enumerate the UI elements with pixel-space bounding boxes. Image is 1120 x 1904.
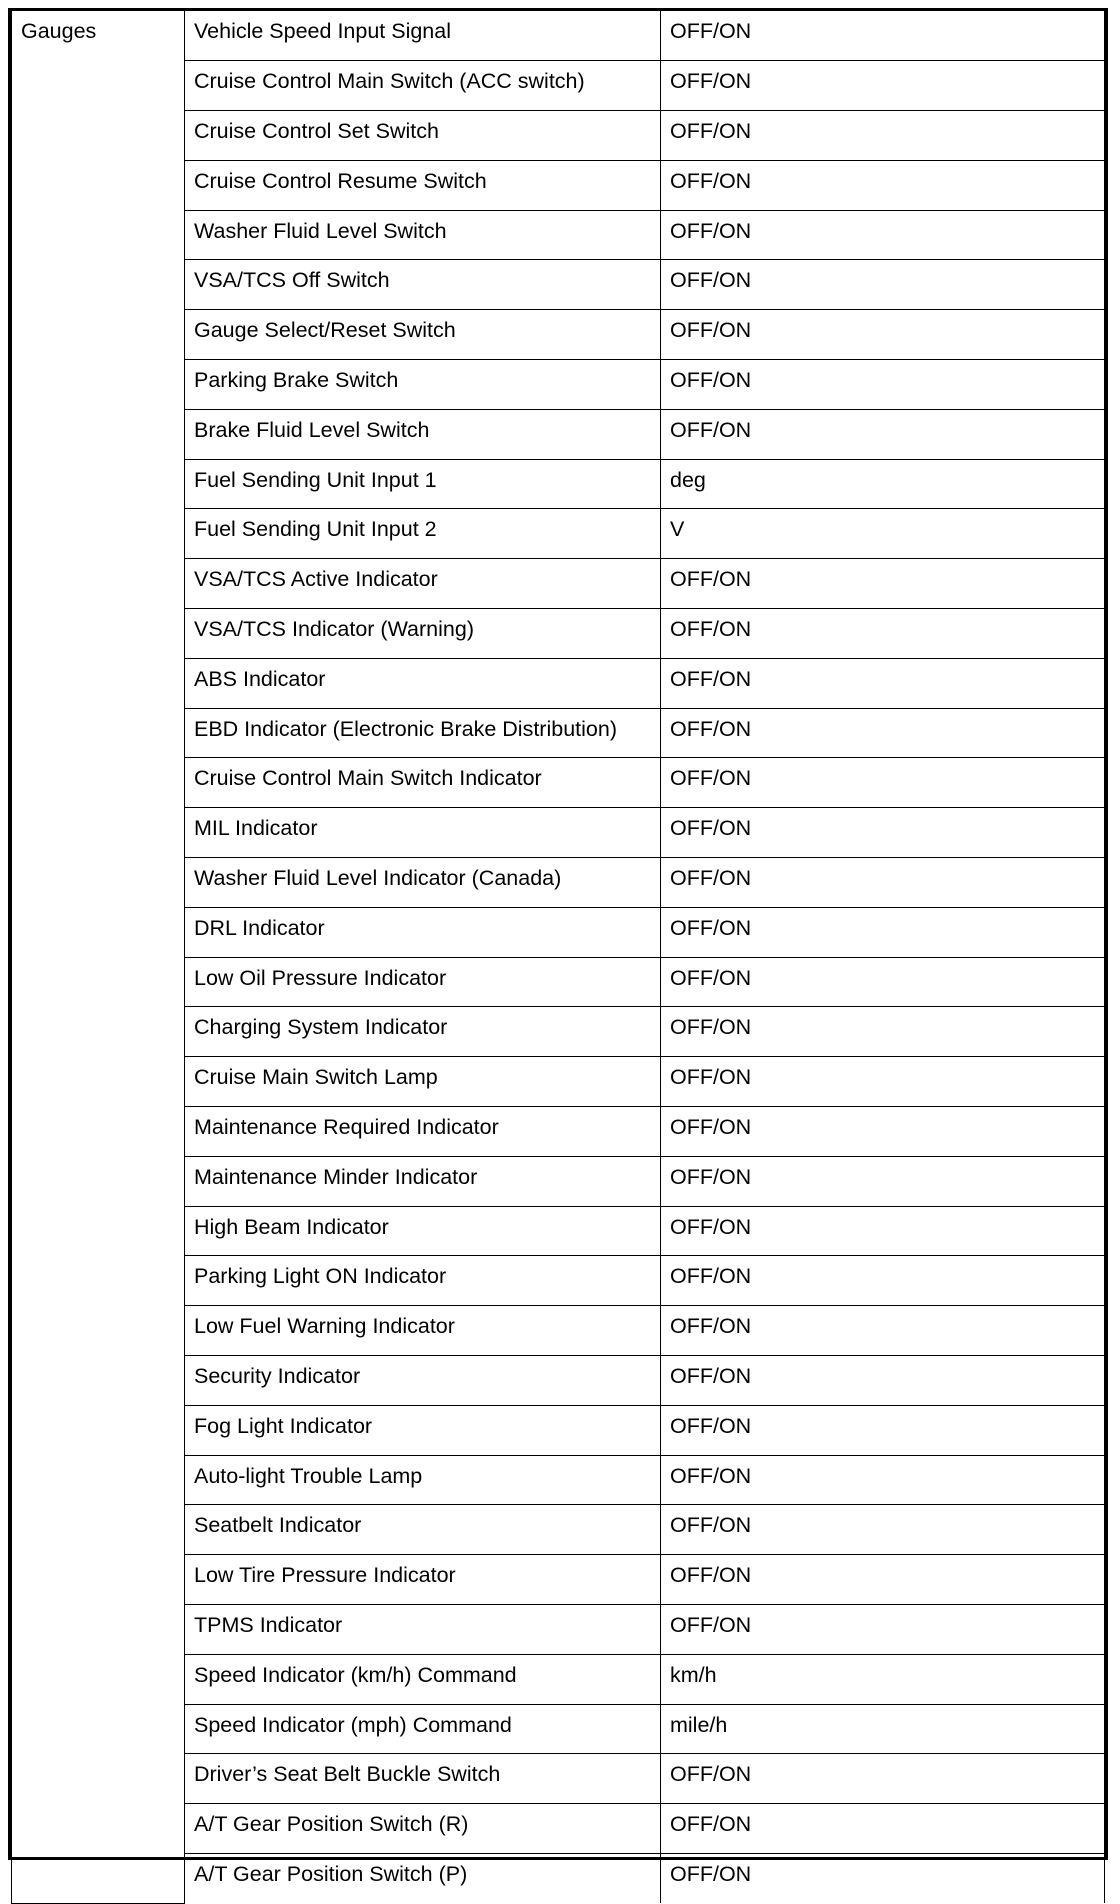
unit-cell: OFF/ON — [661, 61, 1105, 111]
unit-cell: km/h — [661, 1654, 1105, 1704]
signal-name-cell: Auto-light Trouble Lamp — [185, 1455, 661, 1505]
signal-name-cell: Cruise Control Main Switch (ACC switch) — [185, 61, 661, 111]
signal-name-cell: Speed Indicator (km/h) Command — [185, 1654, 661, 1704]
unit-cell: OFF/ON — [661, 808, 1105, 858]
signal-name-cell: Vehicle Speed Input Signal — [185, 11, 661, 61]
unit-cell: OFF/ON — [661, 1356, 1105, 1406]
signal-name-cell: Gauge Select/Reset Switch — [185, 310, 661, 360]
signal-name-cell: Security Indicator — [185, 1356, 661, 1406]
signal-name-cell: A/T Gear Position Switch (R) — [185, 1804, 661, 1854]
signal-name-cell: Cruise Control Resume Switch — [185, 160, 661, 210]
unit-cell: OFF/ON — [661, 409, 1105, 459]
unit-cell: OFF/ON — [661, 1505, 1105, 1555]
unit-cell: OFF/ON — [661, 1206, 1105, 1256]
unit-cell: OFF/ON — [661, 1555, 1105, 1605]
signal-name-cell: Parking Brake Switch — [185, 360, 661, 410]
unit-cell: OFF/ON — [661, 1256, 1105, 1306]
unit-cell: OFF/ON — [661, 11, 1105, 61]
signal-name-cell: Speed Indicator (mph) Command — [185, 1704, 661, 1754]
table-row — [12, 11, 1105, 61]
unit-cell: OFF/ON — [661, 310, 1105, 360]
signal-name-cell: MIL Indicator — [185, 808, 661, 858]
signal-name-cell: TPMS Indicator — [185, 1605, 661, 1655]
unit-cell: OFF/ON — [661, 1853, 1105, 1903]
unit-cell: OFF/ON — [661, 907, 1105, 957]
signal-name-cell: Charging System Indicator — [185, 1007, 661, 1057]
signal-name-cell: Fuel Sending Unit Input 1 — [185, 459, 661, 509]
signal-name-cell: Low Tire Pressure Indicator — [185, 1555, 661, 1605]
unit-cell: OFF/ON — [661, 708, 1105, 758]
signal-name-cell: Seatbelt Indicator — [185, 1505, 661, 1555]
signal-name-cell: Driver’s Seat Belt Buckle Switch — [185, 1754, 661, 1804]
unit-cell: OFF/ON — [661, 609, 1105, 659]
group-label: Gauges — [12, 11, 185, 1903]
signal-name-cell: Low Oil Pressure Indicator — [185, 957, 661, 1007]
gauges-signal-table — [11, 11, 1105, 1904]
signal-name-cell: A/T Gear Position Switch (P) — [185, 1853, 661, 1903]
unit-cell: OFF/ON — [661, 858, 1105, 908]
signal-name-cell: Brake Fluid Level Switch — [185, 409, 661, 459]
signal-name-cell: VSA/TCS Indicator (Warning) — [185, 609, 661, 659]
signal-name-cell: Low Fuel Warning Indicator — [185, 1306, 661, 1356]
signal-name-cell: Washer Fluid Level Switch — [185, 210, 661, 260]
signal-name-cell: VSA/TCS Active Indicator — [185, 559, 661, 609]
unit-cell: OFF/ON — [661, 1405, 1105, 1455]
signal-name-cell: EBD Indicator (Electronic Brake Distribution) — [185, 708, 661, 758]
unit-cell: OFF/ON — [661, 1455, 1105, 1505]
signal-name-cell: Parking Light ON Indicator — [185, 1256, 661, 1306]
unit-cell: OFF/ON — [661, 658, 1105, 708]
unit-cell: OFF/ON — [661, 758, 1105, 808]
unit-cell: OFF/ON — [661, 360, 1105, 410]
unit-cell: OFF/ON — [661, 1605, 1105, 1655]
unit-cell: OFF/ON — [661, 559, 1105, 609]
signal-name-cell: ABS Indicator — [185, 658, 661, 708]
signal-name-cell: Cruise Control Set Switch — [185, 111, 661, 161]
unit-cell: OFF/ON — [661, 260, 1105, 310]
signal-name-cell: VSA/TCS Off Switch — [185, 260, 661, 310]
signal-name-cell: Maintenance Required Indicator — [185, 1107, 661, 1157]
signal-name-cell: Cruise Main Switch Lamp — [185, 1057, 661, 1107]
table-body — [12, 11, 1105, 1903]
unit-cell: OFF/ON — [661, 1754, 1105, 1804]
unit-cell: OFF/ON — [661, 1156, 1105, 1206]
unit-cell: OFF/ON — [661, 1306, 1105, 1356]
signal-name-cell: DRL Indicator — [185, 907, 661, 957]
unit-cell: mile/h — [661, 1704, 1105, 1754]
unit-cell: V — [661, 509, 1105, 559]
unit-cell: OFF/ON — [661, 160, 1105, 210]
signal-name-cell: Cruise Control Main Switch Indicator — [185, 758, 661, 808]
signal-name-cell: Fuel Sending Unit Input 2 — [185, 509, 661, 559]
signal-name-cell: Washer Fluid Level Indicator (Canada) — [185, 858, 661, 908]
unit-cell: OFF/ON — [661, 1107, 1105, 1157]
spec-table-frame — [8, 8, 1108, 1886]
signal-name-cell: High Beam Indicator — [185, 1206, 661, 1256]
unit-cell: OFF/ON — [661, 1804, 1105, 1854]
unit-cell: OFF/ON — [661, 957, 1105, 1007]
signal-name-cell: Fog Light Indicator — [185, 1405, 661, 1455]
unit-cell: OFF/ON — [661, 111, 1105, 161]
unit-cell: deg — [661, 459, 1105, 509]
unit-cell: OFF/ON — [661, 1007, 1105, 1057]
unit-cell: OFF/ON — [661, 1057, 1105, 1107]
signal-name-cell: Maintenance Minder Indicator — [185, 1156, 661, 1206]
unit-cell: OFF/ON — [661, 210, 1105, 260]
